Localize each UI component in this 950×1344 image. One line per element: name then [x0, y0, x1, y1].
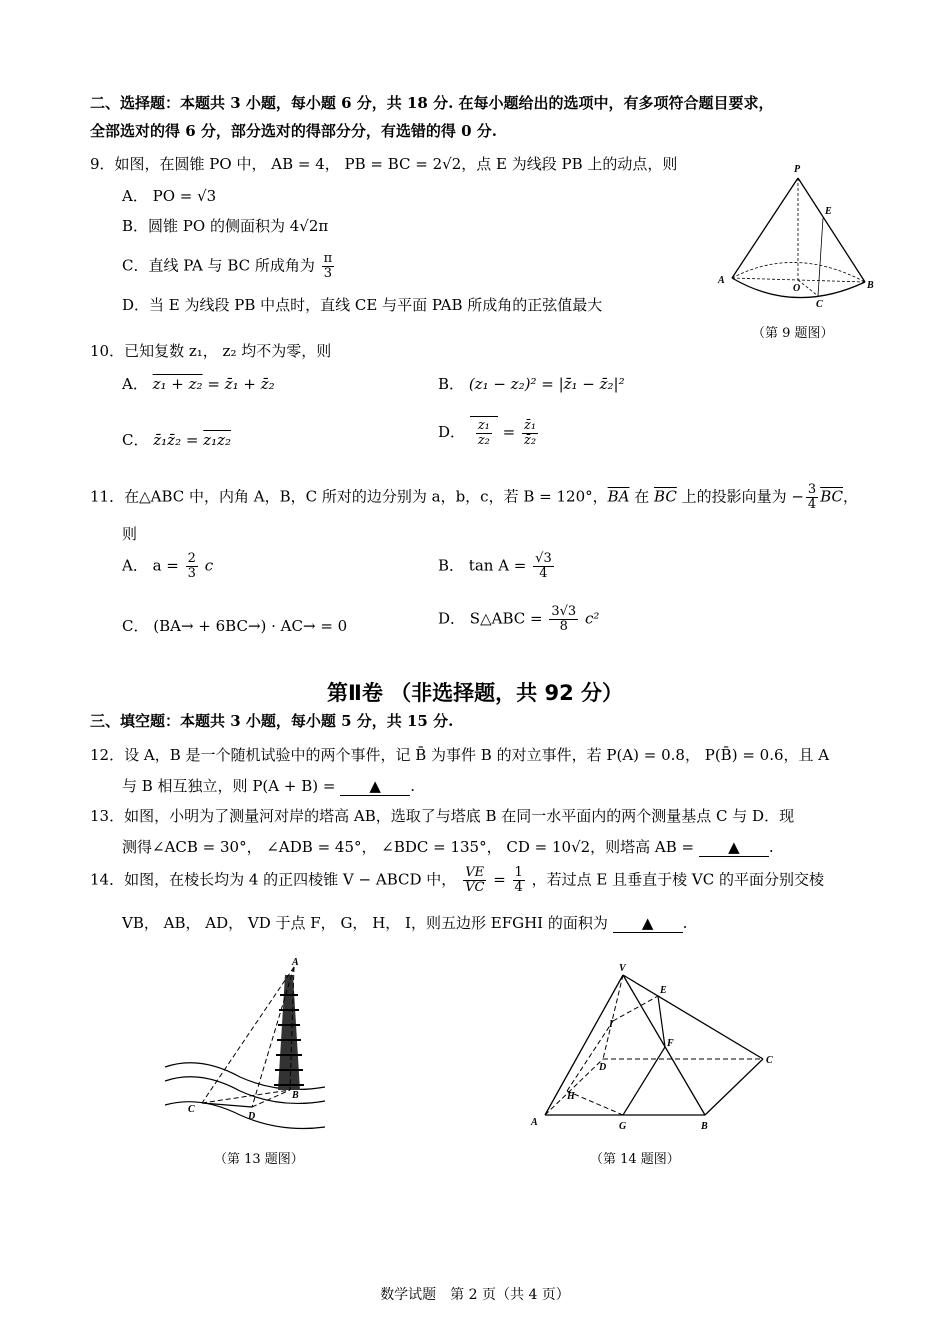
- q11-option-a-pre: A． a =: [122, 556, 179, 575]
- q11-option-d-post: c²: [584, 609, 600, 628]
- page-footer: 数学试题 第 2 页（共 4 页）: [380, 1287, 570, 1303]
- q11-option-b-num: √3: [535, 551, 552, 566]
- q11-option-a-num: 2: [187, 551, 196, 566]
- fig14-label-a: A: [531, 1117, 538, 1128]
- q14-line2-end: .: [682, 914, 688, 932]
- q14-line2-text: VB， AB， AD， VD 于点 F， G， H， I，则五边形 EFGHI 的面积为: [122, 914, 608, 932]
- q14-ratio-den: VC: [465, 880, 485, 895]
- section-2-heading: 二、选择题：本题共 3 小题，每小题 6 分，共 18 分. 在每小题给出的选项中，有多项符合题目要求，: [90, 94, 774, 112]
- fig9-label-a: A: [718, 275, 725, 286]
- fig14-label-h: H: [567, 1091, 575, 1102]
- q9-option-c-num: π: [323, 251, 333, 266]
- fig9-label-o: O: [793, 283, 801, 294]
- q12-line2: [122, 775, 415, 796]
- q13-line2-end: .: [768, 838, 774, 856]
- section-2-heading-line2: 全部选对的得 6 分，部分选对的得部分分，有选错的得 0 分.: [90, 122, 497, 140]
- fig14-label-e: E: [660, 985, 667, 996]
- q14-line2: [122, 912, 687, 933]
- q10-option-d-lhs: [476, 419, 492, 448]
- figure-13-caption: （第 13 题图）: [214, 1152, 304, 1167]
- q10-option-d-rden: z̄₂: [524, 432, 537, 448]
- pagoda-icon: [274, 975, 304, 1090]
- q11-stem-den: 4: [807, 497, 817, 512]
- q11-option-a-den: 3: [187, 566, 196, 581]
- q11-option-b-den: 4: [539, 566, 548, 581]
- q10-option-b-label: B．: [438, 375, 465, 393]
- q14-ratio-eq: =: [493, 870, 506, 889]
- q10-option-d-den: z₂: [477, 433, 490, 448]
- q10-option-b: [438, 373, 625, 394]
- q12-answer-blank[interactable]: ▲: [340, 777, 410, 796]
- q11-option-d-pre: D． S△ABC =: [438, 609, 543, 628]
- fig9-label-p: P: [794, 164, 801, 175]
- q13-line2: [122, 836, 774, 857]
- fig9-label-c: C: [816, 299, 823, 310]
- q9-option-d: D．当 E 为线段 PB 中点时，直线 CE 与平面 PAB 所成角的正弦值最大: [122, 296, 603, 314]
- q10-option-d-num: z₁: [477, 418, 490, 433]
- q13-line2-text: 测得∠ACB = 30°， ∠ADB = 45°， ∠BDC = 135°， CD = 10√2，则塔高 AB =: [122, 838, 695, 856]
- q11-option-d-den: 8: [559, 619, 568, 634]
- q10-option-a-rhs: = z̄₁ + z̄₂: [207, 375, 275, 393]
- q14-value-num: 1: [514, 865, 523, 880]
- fig14-label-b: B: [701, 1121, 708, 1132]
- q10-option-c-label: C．: [122, 431, 149, 449]
- fig14-label-v: V: [619, 963, 626, 974]
- q9-option-c-fraction: [322, 252, 335, 281]
- q12-line2-end: .: [410, 777, 415, 795]
- q11-stem: [90, 483, 858, 512]
- q10-option-a-lhs: z₁ + z₂: [152, 375, 203, 393]
- q11-option-a-post: c: [204, 556, 214, 575]
- fig14-label-i: I: [609, 1019, 613, 1030]
- fig13-label-b: B: [292, 1090, 299, 1101]
- figure-13-tower: [160, 955, 335, 1140]
- fig14-label-c: C: [766, 1055, 773, 1066]
- figure-14-pyramid: [525, 955, 785, 1135]
- q9-option-c: [122, 252, 336, 281]
- q11-option-a: [122, 552, 213, 581]
- fig13-label-c: C: [188, 1104, 195, 1115]
- q14-line1-post: ，若过点 E 且垂直于棱 VC 的平面分别交棱: [531, 870, 824, 889]
- q11-option-c: C． (BA→ + 6BC→) · AC→ = 0: [122, 617, 348, 635]
- q10-option-a: [122, 373, 275, 394]
- fig9-label-b: B: [867, 280, 874, 291]
- q11-vector-ba: $\overline{BA}$: [607, 487, 630, 506]
- q10-option-d: D． $\frac{\text{z₁}}{\text{z₂}}$ = $\frac{\text{z̄₁}}{\text{z̄₂}}$: [438, 417, 537, 448]
- q9-option-a: A． PO = √3: [122, 187, 217, 205]
- q11-option-d-num: 3√3: [551, 604, 577, 619]
- fig14-label-d: D: [599, 1062, 607, 1073]
- q14-line1: [90, 866, 824, 895]
- q10-option-d-rhs: [522, 419, 538, 448]
- q11-stem-num: 3: [807, 482, 817, 497]
- fig14-label-g: G: [619, 1121, 627, 1132]
- q11-vector-bc: $\overline{BC}$: [654, 487, 677, 506]
- figure-9-caption: （第 9 题图）: [752, 326, 834, 341]
- q9-stem: 9．如图，在圆锥 PO 中， AB = 4， PB = BC = 2√2，点 E 为线段 PB 上的动点，则: [90, 155, 678, 173]
- q10-option-b-text: (z₁ − z₂)² = |z̄₁ − z̄₂|²: [468, 375, 625, 393]
- fig14-label-f: F: [667, 1038, 674, 1049]
- q10-option-c-eq: =: [181, 431, 204, 449]
- q10-option-d-rnum: z̄₁: [524, 417, 537, 433]
- q13-line1: 13．如图，小明为了测量河对岸的塔高 AB，选取了与塔底 B 在同一水平面内的两个测量基点 C 与 D．现: [90, 807, 795, 825]
- q11-stem-end: ，: [842, 487, 858, 506]
- q12-line2-text: 与 B 相互独立，则 P(A + B) =: [122, 777, 336, 795]
- q11-option-b: [438, 552, 556, 581]
- figure-9-cone: [710, 160, 885, 310]
- fig9-label-e: E: [825, 206, 832, 217]
- q10-option-a-label: A．: [122, 375, 148, 393]
- q11-stem-line2: 则: [122, 525, 138, 543]
- q11-vector-bc-2: $\overline{BC}$: [820, 487, 843, 506]
- q11-option-d-frac: [549, 605, 578, 634]
- q14-value: [513, 866, 525, 895]
- q14-ratio: [463, 866, 486, 895]
- q10-option-c: [122, 429, 231, 450]
- q11-stem-pre: 11．在△ABC 中，内角 A，B，C 所对的边分别为 a，b，c，若 B = 120°，: [90, 487, 608, 506]
- q11-option-a-frac: [186, 552, 198, 581]
- fig13-label-d: D: [248, 1111, 256, 1122]
- q10-option-c-lhs: z̄₁z̄₂: [153, 431, 182, 449]
- q11-stem-mid: 在: [629, 487, 655, 506]
- q14-ratio-num: VE: [463, 866, 486, 881]
- section-3-heading: 三、填空题：本题共 3 小题，每小题 5 分，共 15 分.: [90, 712, 454, 730]
- q14-line1-pre: 14．如图，在棱长均为 4 的正四棱锥 V − ABCD 中，: [90, 870, 457, 889]
- q9-option-b: B．圆锥 PO 的侧面积为 4√2π: [122, 217, 329, 235]
- q10-option-d-label: D．: [438, 423, 466, 441]
- part-2-title: 第Ⅱ卷 （非选择题，共 92 分）: [327, 681, 623, 705]
- q12-line1: 12．设 A，B 是一个随机试验中的两个事件，记 B̄ 为事件 B 的对立事件，若 P(A) = 0.8， P(B̄) = 0.6，且 A: [90, 746, 830, 764]
- q10-stem: 10．已知复数 z₁， z₂ 均不为零，则: [90, 342, 332, 360]
- q11-stem-fraction: [806, 483, 818, 512]
- q14-value-den: 4: [514, 880, 523, 895]
- q11-stem-post: 上的投影向量为 −: [676, 487, 804, 506]
- figure-14-caption: （第 14 题图）: [590, 1152, 680, 1167]
- q9-option-c-den: 3: [323, 266, 333, 281]
- q11-option-d: [438, 605, 599, 634]
- q9-option-c-text: C．直线 PA 与 BC 所成角为: [122, 256, 315, 275]
- q11-option-b-frac: [533, 552, 554, 581]
- q10-option-c-rhs: z₁z₂: [203, 431, 232, 449]
- q11-option-b-pre: B． tan A =: [438, 556, 527, 575]
- fig13-label-a: A: [292, 957, 299, 968]
- q13-answer-blank[interactable]: ▲: [699, 838, 769, 857]
- q14-answer-blank[interactable]: ▲: [613, 914, 683, 933]
